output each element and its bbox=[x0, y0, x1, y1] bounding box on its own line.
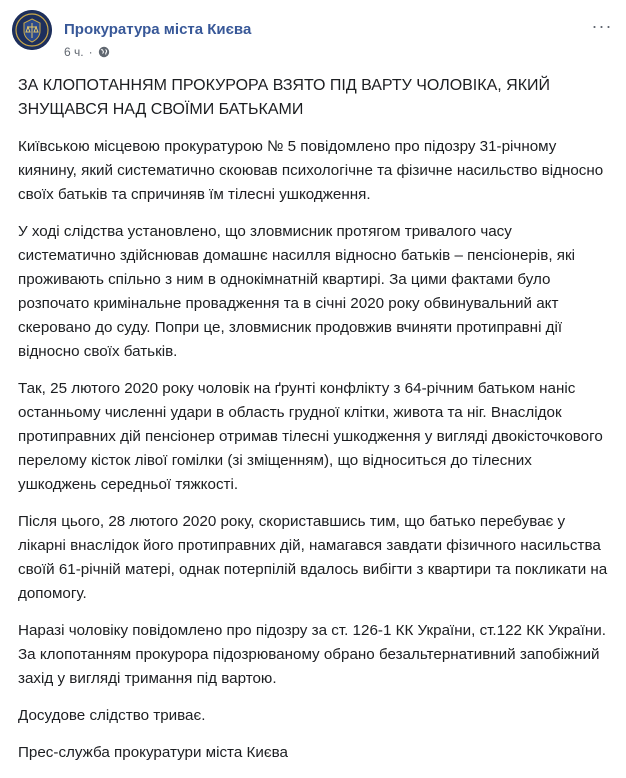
post-paragraph: Наразі чоловіку повідомлено про підозру за ст. 126-1 КК України, ст.122 КК України. За клопотанням прокурора підозрюваному обрано безальтернативний запобіжний захід у вигляді тримання під вартою. bbox=[18, 622, 606, 687]
post-body bbox=[18, 74, 610, 778]
post-signature: Прес-служба прокуратури міста Києва bbox=[18, 744, 288, 761]
post-meta bbox=[64, 44, 110, 60]
post-paragraph: Так, 25 лютого 2020 року чоловік на ґрунті конфлікту з 64-річним батьком наніс останньому численні удари в область грудної клітки, живота та ніг. Внаслідок протиправних дій пенсіонер отримав тілесні ушкодження у вигляді двокісточкового перелому кісток лівої гомілки (зі зміщенням), що відноситься до тілесних ушкоджень середньої тяжкості. bbox=[18, 380, 603, 493]
post-header bbox=[12, 10, 614, 66]
post-timestamp[interactable]: 6 ч. bbox=[64, 45, 84, 59]
page-name-link[interactable]: Прокуратура міста Києва bbox=[64, 21, 252, 38]
meta-separator: · bbox=[88, 45, 93, 59]
post-paragraph: Досудове слідство триває. bbox=[18, 707, 206, 724]
page-avatar[interactable] bbox=[12, 10, 52, 50]
post-paragraph: Після цього, 28 лютого 2020 року, скориставшись тим, що батько перебуває у лікарні внаслідок його протиправних дій, намагався завдати фізичного насильства своїй 61-річній матері, однак потерпілій вдалось вибігти з квартири та покликати на допомогу. bbox=[18, 513, 608, 602]
post-paragraph: Київською місцевою прокуратурою № 5 повідомлено про підозру 31-річному киянину, який систематично скоював психологічне та фізичне насильство відносно своїх батьків та спричиняв їм тілесні ушкодження. bbox=[18, 138, 604, 203]
globe-icon[interactable] bbox=[98, 46, 110, 58]
post-title: ЗА КЛОПОТАННЯМ ПРОКУРОРА ВЗЯТО ПІД ВАРТУ ЧОЛОВІКА, ЯКИЙ ЗНУЩАВСЯ НАД СВОЇМИ БАТЬКАМИ bbox=[18, 77, 551, 118]
post-paragraph: У ході слідства установлено, що зловмисник протягом тривалого часу систематично здійснював домашнє насилля відносно батьків – пенсіонерів, які проживають спільно з ним в однокімнатній квартирі. За цими фактами було розпочато кримінальне провадження та в січні 2020 року обвинувальний акт скеровано до суду. Попри це, зловмисник продовжив вчиняти протиправні дії відносно своїх батьків. bbox=[18, 223, 575, 360]
more-options-icon[interactable]: ··· bbox=[591, 16, 613, 36]
